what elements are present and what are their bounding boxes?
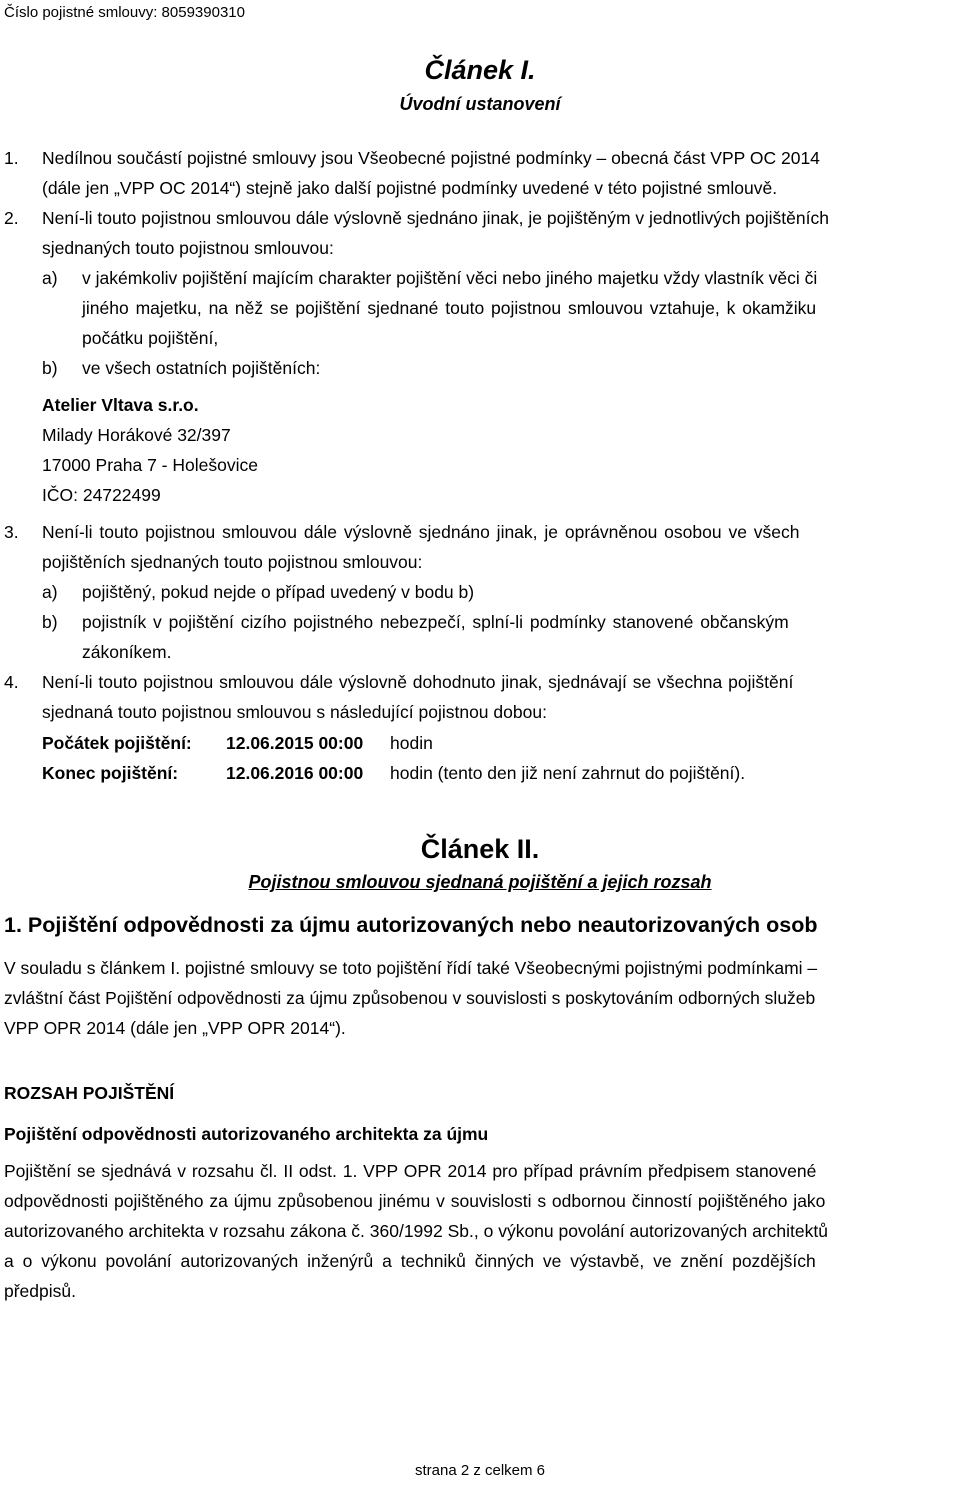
para-3-b-line1: pojistník v pojištění cizího pojistného nebezpečí, splní-li podmínky stanovené občanským (82, 612, 789, 632)
para-2-b-label: b) (42, 358, 58, 378)
para-4-number: 4. (4, 672, 19, 692)
start-suffix: hodin (390, 733, 433, 753)
end-value: 12.06.2016 00:00 (226, 763, 364, 783)
para-2-line1: Není-li touto pojistnou smlouvou dále výslovně sjednáno jinak, je pojištěným v jednotlivých pojištěních (42, 208, 829, 228)
intro-line1: V souladu s článkem I. pojistné smlouvy se toto pojištění řídí také Všeobecnými pojistnými podmínkami – (4, 958, 818, 978)
para-3-a-label: a) (42, 582, 58, 602)
para-2-a-label: a) (42, 268, 58, 288)
scope-line1: Pojištění se sjednává v rozsahu čl. II odst. 1. VPP OPR 2014 pro případ právním předpisem stanovené (4, 1161, 817, 1181)
section-1-heading: 1. Pojištění odpovědnosti za újmu autorizovaných nebo neautorizovaných osob (4, 913, 818, 937)
para-2-number: 2. (4, 208, 19, 228)
scope-heading: ROZSAH POJIŠTĚNÍ (4, 1083, 175, 1103)
para-3-line2: pojištěních sjednaných touto pojistnou smlouvou: (42, 552, 423, 572)
para-1-line2: (dále jen „VPP OC 2014“) stejně jako další pojistné podmínky uvedené v této pojistné smlouvě. (42, 178, 778, 198)
scope-line5: předpisů. (4, 1281, 76, 1301)
insured-name: Atelier Vltava s.r.o. (42, 395, 199, 415)
para-3-line1: Není-li touto pojistnou smlouvou dále výslovně sjednáno jinak, je oprávněnou osobou ve všech (42, 522, 800, 542)
para-2-b-line1: ve všech ostatních pojištěních: (82, 358, 321, 378)
intro-line2: zvláštní část Pojištění odpovědnosti za újmu způsobenou v souvislosti s poskytováním odborných služeb (4, 988, 816, 1008)
scope-line4: a o výkonu povolání autorizovaných inženýrů a techniků činných ve výstavbě, ve znění pozdějších (4, 1251, 816, 1271)
page-footer: strana 2 z celkem 6 (414, 1462, 546, 1479)
scope-line2: odpovědnosti pojištěného za újmu způsobenou jinému v souvislosti s odbornou činností pojištěného jako (4, 1191, 826, 1211)
end-label: Konec pojištění: (42, 763, 179, 783)
insured-street: Milady Horákové 32/397 (42, 425, 231, 445)
start-value: 12.06.2015 00:00 (226, 733, 364, 753)
intro-line3: VPP OPR 2014 (dále jen „VPP OPR 2014“). (4, 1018, 346, 1038)
article-2-title: Článek II. (420, 834, 540, 864)
scope-subheading: Pojištění odpovědnosti autorizovaného architekta za újmu (4, 1124, 489, 1144)
para-4-line2: sjednaná touto pojistnou smlouvou s následující pojistnou dobou: (42, 702, 547, 722)
para-3-number: 3. (4, 522, 19, 542)
para-2-a-line3: počátku pojištění, (82, 328, 219, 348)
article-1-subtitle: Úvodní ustanovení (399, 94, 561, 114)
para-1-line1: Nedílnou součástí pojistné smlouvy jsou Všeobecné pojistné podmínky – obecná část VPP OC 2014 (42, 148, 820, 168)
para-3-a-line1: pojištěný, pokud nejde o případ uvedený v bodu b) (82, 582, 475, 602)
article-1-title: Článek I. (424, 55, 536, 85)
para-1-number: 1. (4, 148, 19, 168)
para-3-b-line2: zákoníkem. (82, 642, 172, 662)
para-2-a-line2: jiného majetku, na něž se pojištění sjednané touto pojistnou smlouvou vztahuje, k okamžiku (82, 298, 817, 318)
insured-ico: IČO: 24722499 (42, 485, 161, 505)
para-2-line2: sjednaných touto pojistnou smlouvou: (42, 238, 334, 258)
insured-city: 17000 Praha 7 - Holešovice (42, 455, 258, 475)
article-2-subtitle: Pojistnou smlouvou sjednaná pojištění a jejich rozsah (248, 872, 712, 892)
para-3-b-label: b) (42, 612, 58, 632)
scope-line3: autorizovaného architekta v rozsahu zákona č. 360/1992 Sb., o výkonu povolání autorizovaných architektů (4, 1221, 828, 1241)
start-label: Počátek pojištění: (42, 733, 192, 753)
end-suffix: hodin (tento den již není zahrnut do pojištění). (390, 763, 746, 783)
contract-number-header: Číslo pojistné smlouvy: 8059390310 (4, 4, 245, 21)
para-2-a-line1: v jakémkoliv pojištění majícím charakter pojištění věci nebo jiného majetku vždy vlastník věci či (82, 268, 818, 288)
para-4-line1: Není-li touto pojistnou smlouvou dále výslovně dohodnuto jinak, sjednávají se všechna pojištění (42, 672, 794, 692)
